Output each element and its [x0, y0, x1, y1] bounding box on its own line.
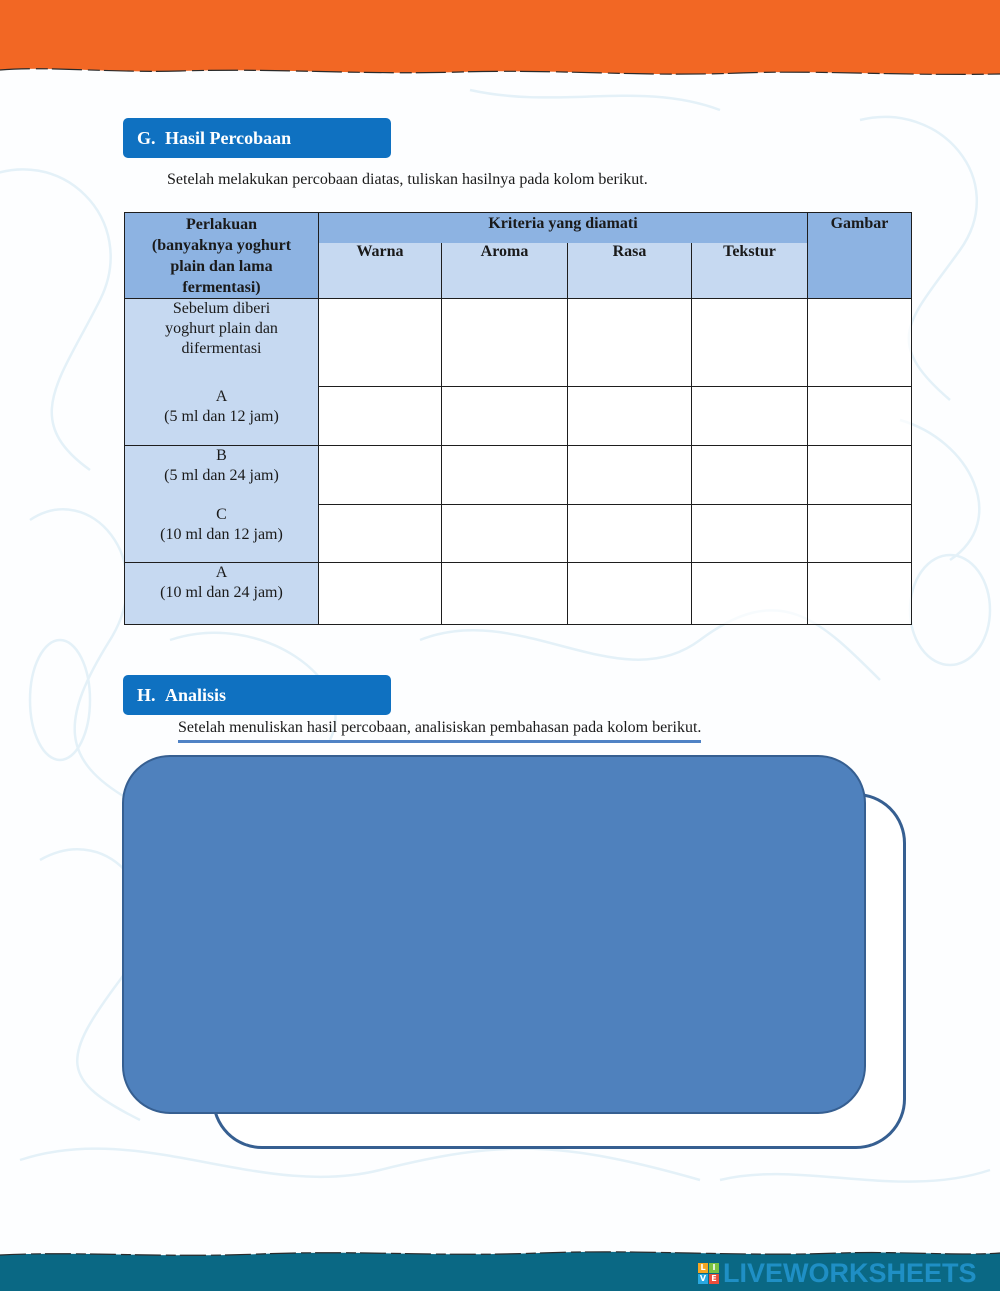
input-cell[interactable]: [568, 387, 692, 446]
section-title: Hasil Percobaan: [165, 128, 292, 148]
row-label-line: difermentasi: [181, 340, 262, 357]
logo-letter: V: [699, 1274, 707, 1283]
column-aroma: Aroma: [442, 243, 568, 299]
row-label-line: A: [215, 387, 228, 405]
input-cell[interactable]: [692, 505, 808, 563]
input-cell[interactable]: [692, 299, 808, 387]
input-cell[interactable]: [568, 299, 692, 387]
logo-text: LIVEWORKSHEETS: [723, 1258, 977, 1288]
column-rasa: Rasa: [568, 243, 692, 299]
section-letter: G.: [137, 128, 156, 148]
row-label: [125, 299, 319, 387]
logo-mark: [698, 1263, 719, 1284]
row-label-line: (5 ml dan 24 jam): [164, 467, 279, 484]
table-row: [125, 505, 912, 563]
analysis-answer-box[interactable]: [122, 755, 866, 1114]
input-cell[interactable]: [808, 505, 912, 563]
header-criteria: Kriteria yang diamati: [319, 213, 808, 243]
input-cell[interactable]: [808, 299, 912, 387]
row-label: [125, 563, 319, 625]
row-label-line: A: [215, 564, 228, 581]
table-row: [125, 387, 912, 446]
input-cell[interactable]: [442, 563, 568, 625]
header-treatment-line: (banyaknya yoghurt: [151, 237, 292, 254]
results-table: [124, 212, 912, 625]
header-treatment: [125, 213, 319, 299]
row-label-line: B: [216, 447, 227, 464]
input-cell[interactable]: [568, 505, 692, 563]
table-row: [125, 563, 912, 625]
input-cell[interactable]: [442, 299, 568, 387]
input-cell[interactable]: [808, 446, 912, 505]
section-header-analisis: [123, 675, 391, 715]
input-cell[interactable]: [808, 387, 912, 446]
input-cell[interactable]: [319, 299, 442, 387]
row-label: [125, 387, 319, 446]
logo-letter: I: [709, 1263, 719, 1273]
row-label: [125, 505, 319, 563]
row-label-line: (5 ml dan 12 jam): [164, 407, 279, 425]
column-tekstur: Tekstur: [692, 243, 808, 299]
section-title: Analisis: [165, 685, 227, 705]
row-label: [125, 446, 319, 505]
input-cell[interactable]: [442, 387, 568, 446]
input-cell[interactable]: [319, 387, 442, 446]
input-cell[interactable]: [442, 446, 568, 505]
input-cell[interactable]: [442, 505, 568, 563]
column-warna: Warna: [319, 243, 442, 299]
row-label-line: (10 ml dan 12 jam): [160, 525, 283, 543]
header-picture: Gambar: [808, 213, 912, 299]
row-label-line: C: [216, 505, 227, 523]
row-label-line: yoghurt plain dan: [165, 320, 278, 337]
input-cell[interactable]: [319, 505, 442, 563]
input-cell[interactable]: [568, 563, 692, 625]
top-orange-band: [0, 0, 1000, 80]
liveworksheets-logo: [698, 1258, 977, 1289]
header-treatment-line: fermentasi): [182, 279, 261, 296]
header-treatment-line: plain dan lama: [170, 258, 273, 275]
input-cell[interactable]: [692, 446, 808, 505]
input-cell[interactable]: [692, 387, 808, 446]
table-row: [125, 446, 912, 505]
input-cell[interactable]: [808, 563, 912, 625]
logo-letter: L: [698, 1263, 708, 1273]
section-header-hasil-percobaan: [123, 118, 391, 158]
section-letter: H.: [137, 685, 156, 705]
logo-letter: E: [709, 1274, 719, 1284]
header-treatment-line: Perlakuan: [185, 216, 258, 233]
input-cell[interactable]: [319, 563, 442, 625]
row-label-line: Sebelum diberi: [172, 300, 271, 317]
table-row: [125, 299, 912, 387]
input-cell[interactable]: [692, 563, 808, 625]
row-label-line: (10 ml dan 24 jam): [160, 584, 283, 601]
results-instruction: Setelah melakukan percobaan diatas, tuliskan hasilnya pada kolom berikut.: [167, 171, 648, 188]
input-cell[interactable]: [568, 446, 692, 505]
input-cell[interactable]: [319, 446, 442, 505]
analysis-instruction: Setelah menuliskan hasil percobaan, analisiskan pembahasan pada kolom berikut.: [178, 719, 701, 743]
